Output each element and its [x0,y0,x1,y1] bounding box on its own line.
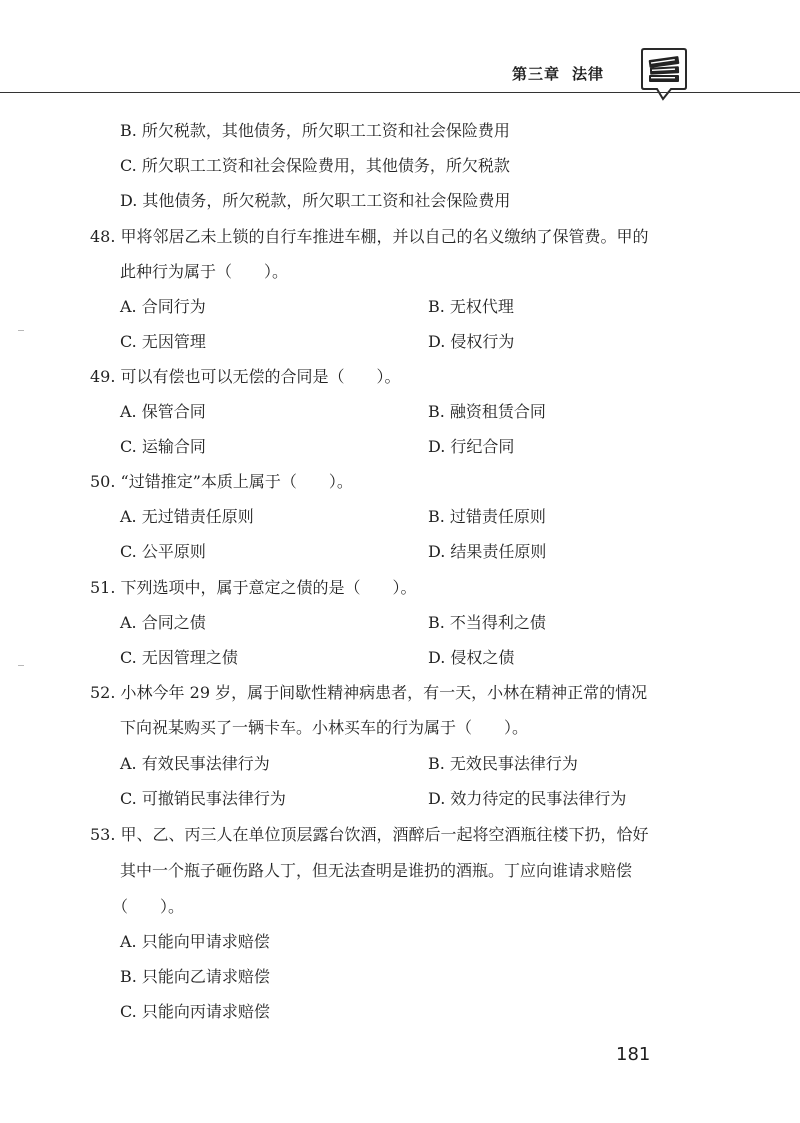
option-c: C. 无因管理 [120,332,206,351]
option-c: C. 无因管理之债 [120,648,238,667]
option-b: B. 融资租赁合同 [428,402,546,421]
chapter-topic: 法律 [572,65,605,83]
chapter-header [512,62,604,86]
option-a: A. 有效民事法律行为 [120,754,270,773]
question-51 [90,577,417,599]
option-b: B. 过错责任原则 [428,507,546,526]
question-text-continued: 下向祝某购买了一辆卡车。小林买车的行为属于（ ）。 [120,718,529,737]
question-48 [90,226,649,248]
option-b: B. 只能向乙请求赔偿 [120,967,270,986]
option-d: D. 侵权之债 [428,648,515,667]
option-c: C. 只能向丙请求赔偿 [120,1002,270,1021]
gutter-mark [18,665,24,666]
question-number: 49. [90,367,116,386]
chapter-label: 第三章 [512,65,561,83]
question-text: 甲、乙、丙三人在单位顶层露台饮酒，酒醉后一起将空酒瓶往楼下扔，恰好 [120,825,649,844]
question-text: 下列选项中，属于意定之债的是（ ）。 [120,578,417,597]
question-number: 53. [90,825,116,844]
page-number: 181 [616,1044,651,1065]
question-text-continued: （ ）。 [112,897,185,916]
option-c: C. 公平原则 [120,542,206,561]
header-divider [0,92,800,93]
option-d: D. 效力待定的民事法律行为 [428,789,627,808]
question-text-continued: 其中一个瓶子砸伤路人丁，但无法查明是谁扔的酒瓶。丁应向谁请求赔偿 [120,861,633,880]
question-number: 48. [90,227,116,246]
prev-option-c: C. 所欠职工工资和社会保险费用，其他债务，所欠税款 [120,156,510,175]
question-50 [90,471,353,493]
option-d: D. 行纪合同 [428,437,515,456]
option-b: B. 无效民事法律行为 [428,754,578,773]
question-number: 50. [90,472,116,491]
prev-option-d: D. 其他债务，所欠税款，所欠职工工资和社会保险费用 [120,191,511,210]
option-c: C. 可撤销民事法律行为 [120,789,286,808]
option-b: B. 无权代理 [428,297,514,316]
books-icon [640,46,688,102]
question-text: “过错推定”本质上属于（ ）。 [120,472,353,491]
question-text: 小林今年 29 岁，属于间歇性精神病患者，有一天，小林在精神正常的情况 [120,683,648,702]
option-a: A. 保管合同 [120,402,206,421]
option-c: C. 运输合同 [120,437,206,456]
option-b: B. 不当得利之债 [428,613,546,632]
question-53 [90,824,649,846]
option-d: D. 结果责任原则 [428,542,547,561]
gutter-mark [18,330,24,331]
question-52 [90,682,647,704]
option-d: D. 侵权行为 [428,332,515,351]
option-a: A. 无过错责任原则 [120,507,254,526]
question-text: 可以有偿也可以无偿的合同是（ ）。 [120,367,401,386]
option-a: A. 合同行为 [120,297,206,316]
prev-option-b: B. 所欠税款，其他债务，所欠职工工资和社会保险费用 [120,121,510,140]
question-number: 51. [90,578,116,597]
option-a: A. 只能向甲请求赔偿 [120,932,270,951]
option-a: A. 合同之债 [120,613,206,632]
question-text: 甲将邻居乙未上锁的自行车推进车棚，并以自己的名义缴纳了保管费。甲的 [120,227,649,246]
question-number: 52. [90,683,116,702]
question-text-continued: 此种行为属于（ ）。 [120,262,289,281]
question-49 [90,366,401,388]
